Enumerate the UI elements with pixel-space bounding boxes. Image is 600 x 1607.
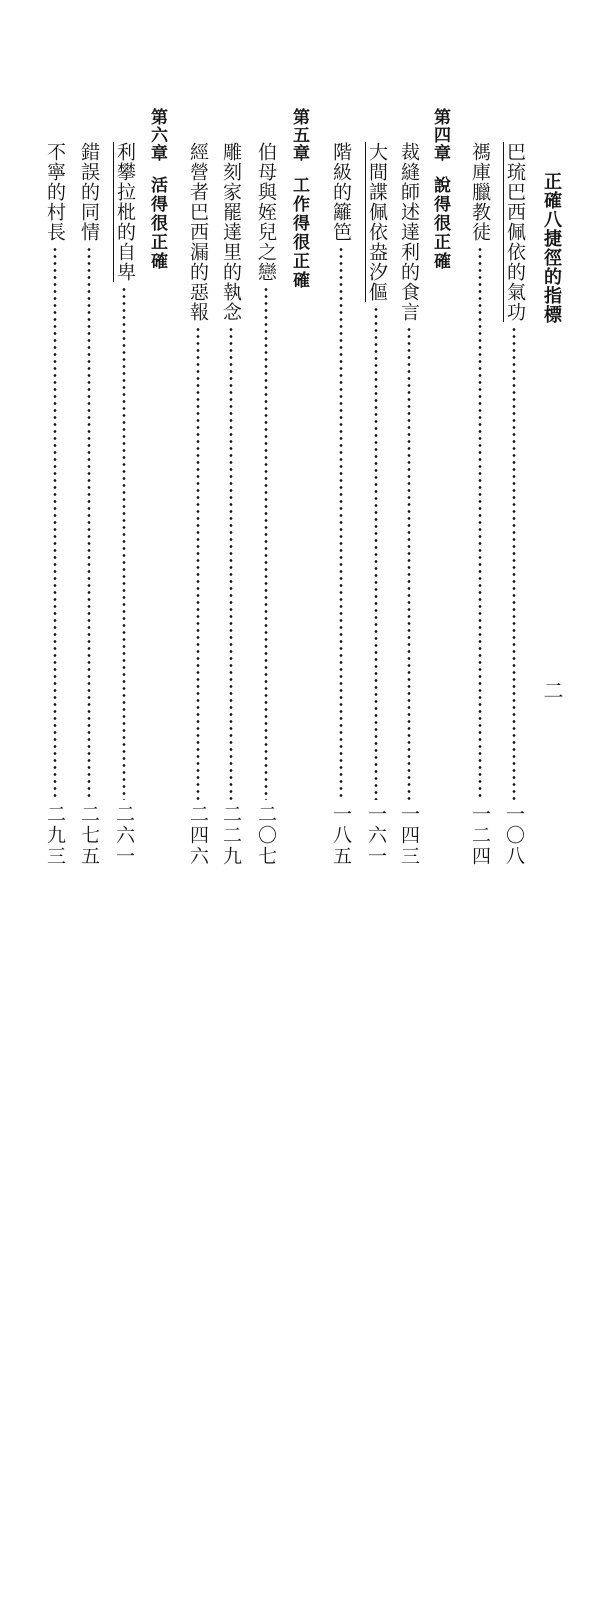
- entry-page: 二七五: [78, 804, 100, 867]
- chapter-title: 說得很正確: [430, 176, 450, 271]
- entry-title: 伯母與姪兒之戀: [255, 142, 277, 282]
- entry-title: 不寧的村長: [44, 142, 66, 242]
- chapter-heading: [431, 108, 448, 1035]
- toc-entry: [470, 142, 489, 867]
- page-number: 二: [540, 680, 564, 700]
- dot-leader: [79, 246, 98, 800]
- chapter-title: 工作得很正確: [289, 176, 309, 290]
- entry-title: 利攀拉枇的自卑: [114, 142, 136, 282]
- dot-leader: [113, 286, 134, 800]
- toc-entry: [503, 142, 524, 867]
- entry-title: 大間諜佩依盎汐傴: [366, 142, 388, 302]
- chapter-heading: [148, 108, 165, 1035]
- chapter-title: 活得很正確: [147, 176, 167, 271]
- chapter-heading: [290, 108, 307, 1035]
- entry-page: 二四六: [187, 804, 209, 867]
- toc-entry: [45, 142, 64, 867]
- dot-leader: [221, 326, 240, 800]
- entry-page: 一二四: [469, 804, 491, 867]
- entry-page: 二九三: [44, 804, 66, 867]
- toc-entry: [365, 142, 386, 867]
- entry-page: 二二九: [220, 804, 242, 867]
- chapter-number: 第四章: [430, 108, 450, 162]
- toc-entry: [331, 142, 350, 867]
- entry-page: 二六一: [113, 804, 135, 867]
- dot-leader: [365, 306, 386, 800]
- entry-title: 裁縫師述達利的食言: [398, 142, 420, 322]
- entry-title: 雕刻家罷達里的執念: [220, 142, 242, 322]
- toc-entry: [399, 142, 418, 867]
- entry-title: 巴琉巴西佩依的氣功: [504, 142, 526, 322]
- entry-title: 禡庫臘教徒: [469, 142, 491, 242]
- entry-title: 錯誤的同情: [78, 142, 100, 242]
- toc-entry: [221, 142, 240, 867]
- chapter-number: 第六章: [147, 108, 167, 162]
- entry-page: 一六一: [365, 804, 387, 867]
- entry-page: 一〇八: [503, 804, 525, 867]
- toc-entry: [188, 142, 207, 867]
- dot-leader: [399, 326, 418, 800]
- dot-leader: [188, 326, 207, 800]
- toc-entry: [113, 142, 134, 867]
- entry-page: 一八五: [330, 804, 352, 867]
- dot-leader: [256, 286, 275, 800]
- entry-title: 階級的籬笆: [330, 142, 352, 242]
- dot-leader: [503, 326, 524, 800]
- dot-leader: [470, 246, 489, 800]
- chapter-number: 第五章: [289, 108, 309, 162]
- entry-page: 二〇七: [255, 804, 277, 867]
- entry-title: 經營者巴西漏的惡報: [187, 142, 209, 322]
- running-head: 正確八捷徑的指標: [541, 172, 562, 324]
- dot-leader: [331, 246, 350, 800]
- dot-leader: [45, 246, 64, 800]
- toc-entry: [256, 142, 275, 867]
- entry-page: 一四三: [398, 804, 420, 867]
- toc-entry: [79, 142, 98, 867]
